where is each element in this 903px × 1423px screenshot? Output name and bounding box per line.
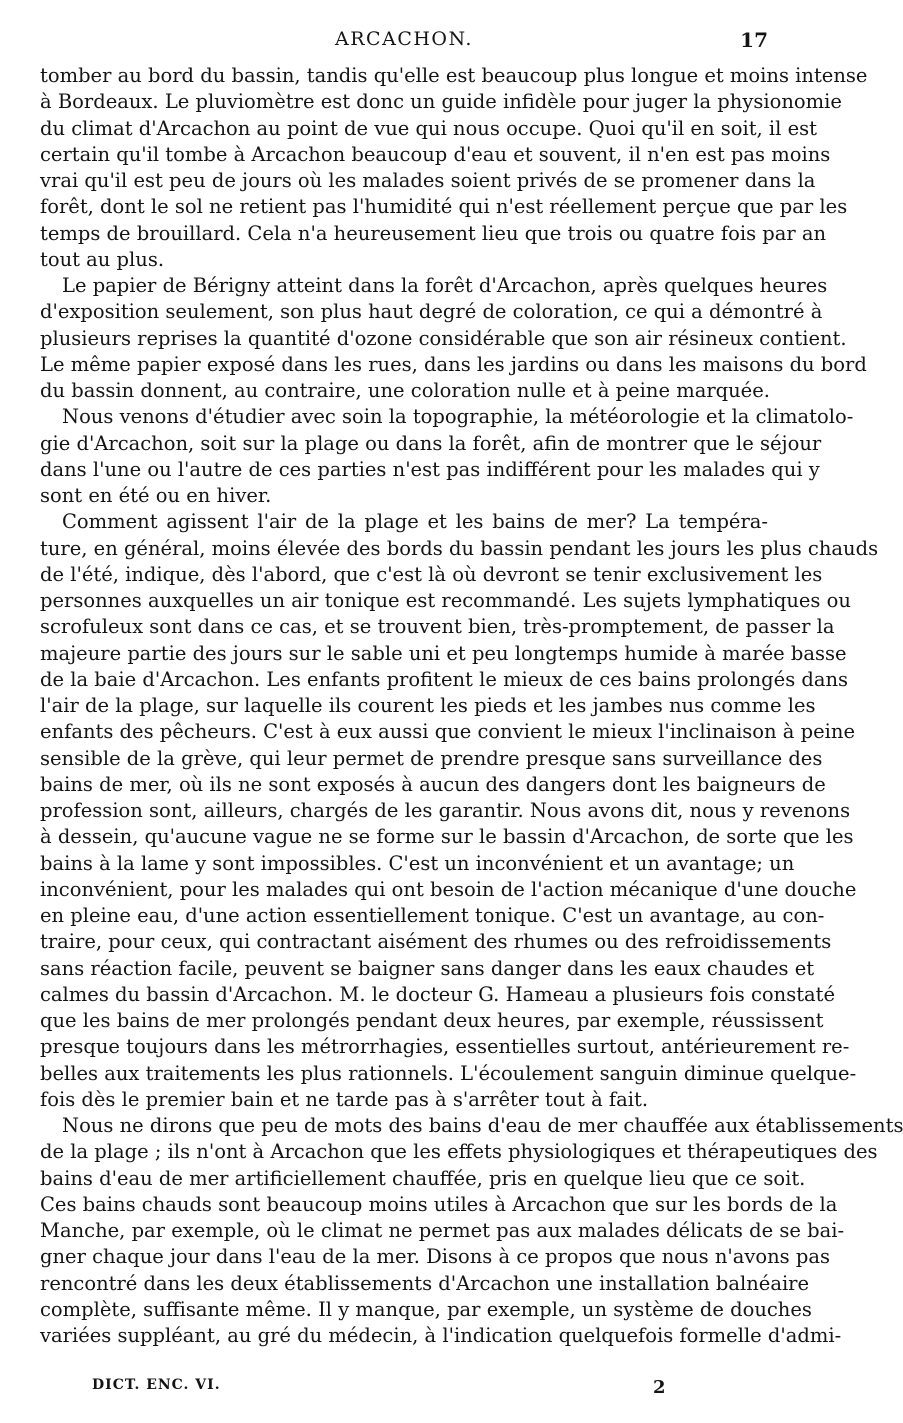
text-line: à dessein, qu'aucune vague ne se forme sur le bassin d'Arcachon, de sorte que les [40, 825, 854, 849]
text-line: sont en été ou en hiver. [40, 484, 272, 507]
text-line: profession sont, ailleurs, chargés de les garantir. Nous avons dit, nous y revenons [40, 799, 851, 822]
text-line: presque toujours dans les métrorrhagies, essentielles surtout, antérieurement re- [40, 1035, 850, 1059]
text-line: rencontré dans les deux établissements d'Arcachon une installation balnéaire [40, 1271, 810, 1295]
paragraph [40, 1113, 903, 1349]
text-line: de l'été, indique, dès l'abord, que c'est là où devront se tenir exclusivement les [40, 562, 823, 586]
text-line: Manche, par exemple, où le climat ne permet pas aux malades délicats de se bai- [40, 1219, 845, 1242]
page-number: 17 [740, 28, 768, 52]
text-line: de la baie d'Arcachon. Les enfants profitent le mieux de ces bains prolongés dans [40, 667, 849, 691]
text-line: personnes auxquelles un air tonique est recommandé. Les sujets lymphatiques ou [40, 589, 851, 612]
running-title: ARCACHON. [335, 28, 473, 50]
text-line: à Bordeaux. Le pluviomètre est donc un guide infidèle pour juger la physionomie [40, 90, 842, 114]
text-line: temps de brouillard. Cela n'a heureusement lieu que trois ou quatre fois par an [40, 221, 827, 245]
text-line: calmes du bassin d'Arcachon. M. le docteur G. Hameau a plusieurs fois constaté [40, 982, 836, 1006]
paragraph [40, 509, 879, 1113]
text-line: d'exposition seulement, son plus haut degré de coloration, ce qui a démontré à [40, 300, 823, 324]
text-line: en pleine eau, d'une action essentiellement tonique. C'est un avantage, au con- [40, 904, 825, 927]
text-line: Nous venons d'étudier avec soin la topographie, la météorologie et la climatolo- [62, 405, 854, 429]
paragraph [40, 404, 854, 509]
text-line: tout au plus. [40, 247, 165, 271]
text-line: fois dès le premier bain et ne tarde pas à s'arrêter tout à fait. [40, 1087, 649, 1111]
text-line: enfants des pêcheurs. C'est à eux aussi que convient le mieux l'inclinaison à peine [40, 720, 855, 744]
text-line: scrofuleux sont dans ce cas, et se trouvent bien, très-promptement, de passer la [40, 615, 835, 639]
text-line: forêt, dont le sol ne retient pas l'humidité qui n'est réellement perçue que par les [40, 195, 848, 219]
text-line: du bassin donnent, au contraire, une coloration nulle et à peine marquée. [40, 379, 770, 402]
paragraph [40, 273, 867, 404]
text-line: de la plage ; ils n'ont à Arcachon que les effets physiologiques et thérapeutiques des [40, 1140, 878, 1164]
text-line: Le même papier exposé dans les rues, dans les jardins ou dans les maisons du bord [40, 352, 867, 376]
text-line: belles aux traitements les plus rationnels. L'écoulement sanguin diminue quelque- [40, 1061, 857, 1085]
text-line: majeure partie des jours sur le sable uni et peu longtemps humide à marée basse [40, 641, 847, 665]
text-line: traire, pour ceux, qui contractant aisément des rhumes ou des refroidissements [40, 930, 832, 954]
text-line: que les bains de mer prolongés pendant deux heures, par exemple, réussissent [40, 1009, 824, 1032]
text-line: certain qu'il tombe à Arcachon beaucoup d'eau et souvent, il n'en est pas moins [40, 142, 831, 166]
text-line: ture, en général, moins élevée des bords du bassin pendant les jours les plus chauds [40, 536, 879, 560]
text-line: gie d'Arcachon, soit sur la plage ou dans la forêt, afin de montrer que le séjour [40, 431, 822, 455]
text-line: Comment agissent l'air de la plage et les bains de mer? La tempéra- [62, 510, 768, 534]
text-line: inconvénient, pour les malades qui ont besoin de l'action mécanique d'une douche [40, 877, 857, 901]
text-line: sans réaction facile, peuvent se baigner sans danger dans les eaux chaudes et [40, 956, 815, 980]
text-line: tomber au bord du bassin, tandis qu'elle est beaucoup plus longue et moins intense [40, 64, 868, 87]
paragraph [40, 63, 868, 273]
text-line: bains d'eau de mer artificiellement chauffée, pris en quelque lieu que ce soit. [40, 1166, 806, 1190]
text-line: Nous ne dirons que peu de mots des bains d'eau de mer chauffée aux établissements [62, 1114, 903, 1137]
text-line: variées suppléant, au gré du médecin, à l'indication quelquefois formelle d'admi- [40, 1324, 842, 1347]
page-footer [40, 1377, 768, 1401]
text-line: Ces bains chauds sont beaucoup moins utiles à Arcachon que sur les bords de la [40, 1192, 838, 1216]
text-line: sensible de la grève, qui leur permet de prendre presque sans surveillance des [40, 746, 823, 770]
text-line: du climat d'Arcachon au point de vue qui nous occupe. Quoi qu'il en soit, il est [40, 116, 817, 140]
footer-sheet-number: 2 [653, 1377, 666, 1398]
text-line: bains à la lame y sont impossibles. C'est un inconvénient et un avantage; un [40, 851, 795, 875]
body-text [40, 63, 903, 1349]
text-line: l'air de la plage, sur laquelle ils courent les pieds et les jambes nus comme les [40, 694, 816, 717]
text-line: Le papier de Bérigny atteint dans la forêt d'Arcachon, après quelques heures [62, 274, 828, 297]
footer-signature: DICT. ENC. VI. [92, 1377, 221, 1393]
running-head [40, 28, 768, 54]
text-line: bains de mer, où ils ne sont exposés à aucun des dangers dont les baigneurs de [40, 772, 826, 796]
text-line: dans l'une ou l'autre de ces parties n'est pas indifférent pour les malades qui y [40, 457, 820, 481]
text-line: plusieurs reprises la quantité d'ozone considérable que son air résineux contient. [40, 326, 847, 350]
text-line: complète, suffisante même. Il y manque, par exemple, un système de douches [40, 1297, 812, 1321]
text-line: vrai qu'il est peu de jours où les malades soient privés de se promener dans la [40, 169, 816, 192]
text-line: gner chaque jour dans l'eau de la mer. Disons à ce propos que nous n'avons pas [40, 1245, 830, 1269]
